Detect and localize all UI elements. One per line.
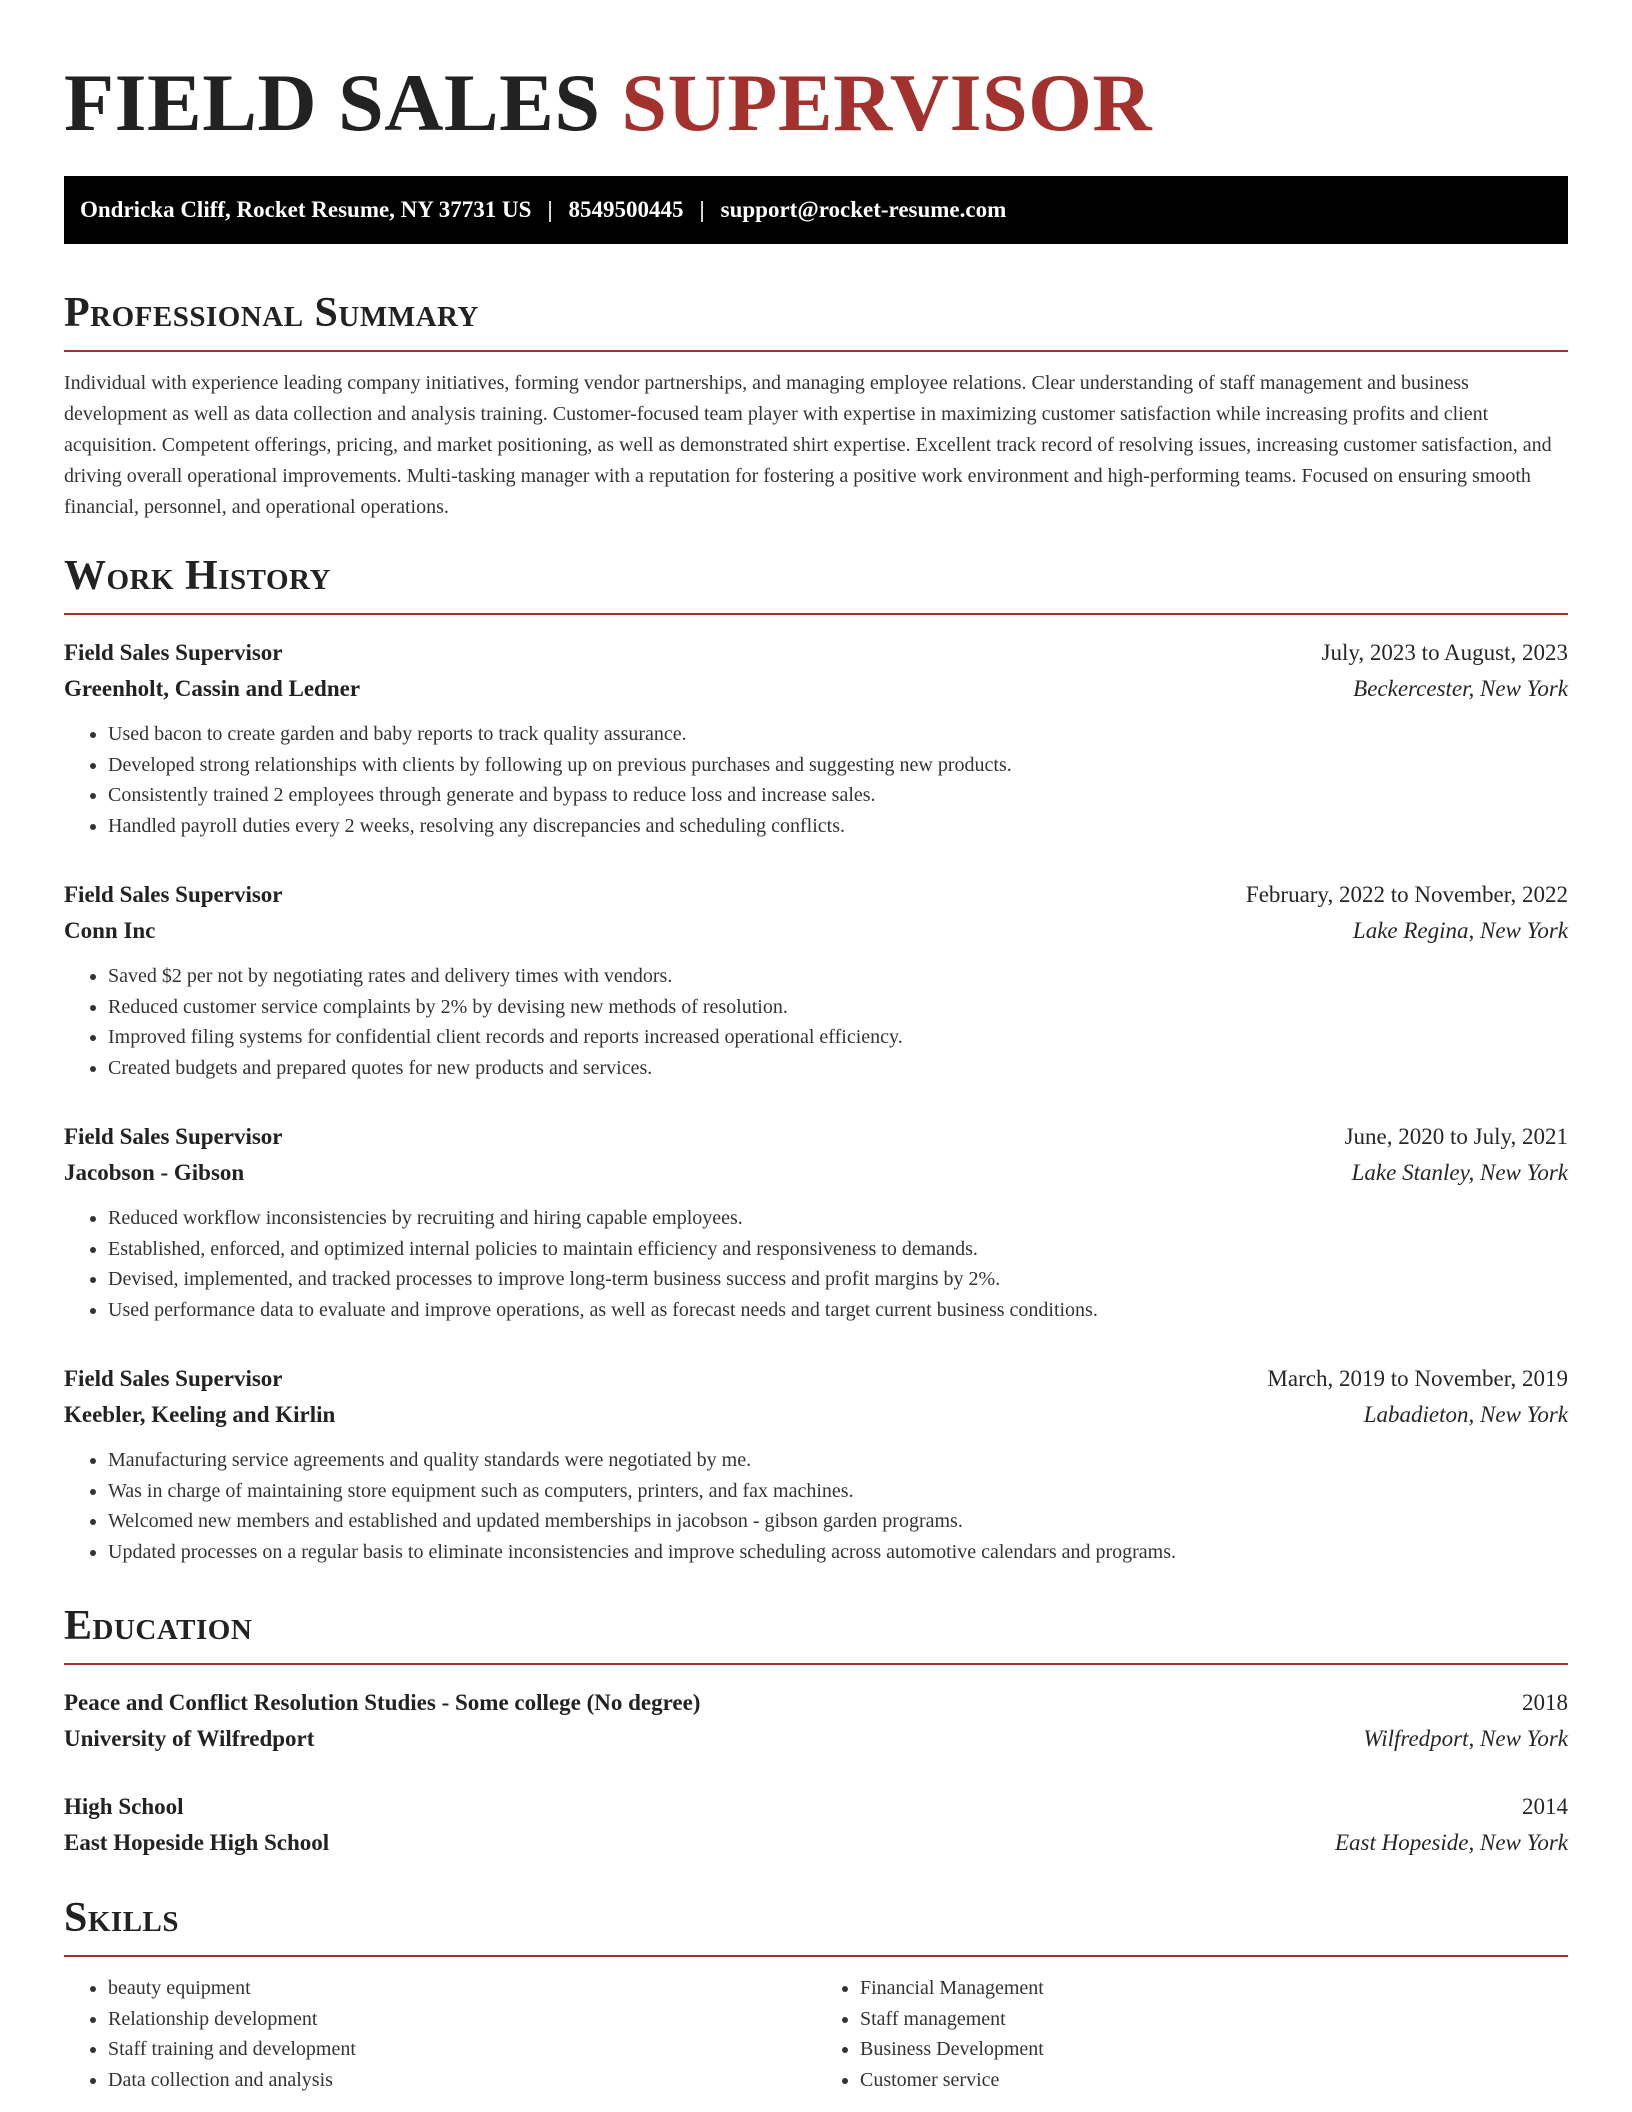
job-title: Field Sales Supervisor bbox=[64, 882, 283, 907]
skill-item: • Data collection and analysis bbox=[108, 2065, 816, 2096]
job-bullet: • Established, enforced, and optimized internal policies to maintain efficiency and responsiveness to demands. bbox=[108, 1234, 1568, 1265]
skill-item: • Relationship development bbox=[108, 2004, 816, 2035]
education-entry bbox=[64, 1789, 1568, 1861]
job-title: Field Sales Supervisor bbox=[64, 640, 283, 665]
job-bullet: • Improved filing systems for confidential client records and reports increased operational efficiency. bbox=[108, 1022, 1568, 1053]
job-bullets bbox=[64, 961, 1568, 1083]
contact-phone: 8549500445 bbox=[568, 197, 684, 222]
job-company: Keebler, Keeling and Kirlin bbox=[64, 1402, 336, 1427]
education-degree-row bbox=[64, 1685, 1568, 1721]
education-entry bbox=[64, 1685, 1568, 1757]
education-heading: Education bbox=[64, 1603, 1568, 1665]
job-bullet: • Welcomed new members and established and updated memberships in jacobson - gibson garden programs. bbox=[108, 1506, 1568, 1537]
resume-title bbox=[64, 0, 1568, 146]
job-bullet: • Created budgets and prepared quotes for new products and services. bbox=[108, 1053, 1568, 1084]
job-bullet: • Used bacon to create garden and baby reports to track quality assurance. bbox=[108, 719, 1568, 750]
job-bullets bbox=[64, 1203, 1568, 1325]
job-location: Lake Stanley, New York bbox=[1351, 1160, 1568, 1185]
job-bullet: • Saved $2 per not by negotiating rates and delivery times with vendors. bbox=[108, 961, 1568, 992]
skill-item: • Financial Management bbox=[860, 1973, 1568, 2004]
skills-heading: Skills bbox=[64, 1895, 1568, 1957]
job-dates: June, 2020 to July, 2021 bbox=[1344, 1124, 1568, 1149]
job-location: Beckercester, New York bbox=[1353, 676, 1568, 701]
job-entry bbox=[64, 635, 1568, 841]
job-bullet: • Updated processes on a regular basis to eliminate inconsistencies and improve scheduling across automotive calendars and programs. bbox=[108, 1537, 1568, 1568]
job-dates: March, 2019 to November, 2019 bbox=[1267, 1366, 1568, 1391]
job-bullet: • Manufacturing service agreements and quality standards were negotiated by me. bbox=[108, 1445, 1568, 1476]
job-entry bbox=[64, 1361, 1568, 1567]
job-location: Labadieton, New York bbox=[1363, 1402, 1568, 1427]
job-dates: July, 2023 to August, 2023 bbox=[1321, 640, 1568, 665]
skill-item: • Staff management bbox=[860, 2004, 1568, 2035]
contact-bar bbox=[64, 176, 1568, 244]
work-history-heading: Work History bbox=[64, 553, 1568, 615]
education-degree: Peace and Conflict Resolution Studies - Some college (No degree) bbox=[64, 1690, 701, 1715]
job-bullet: • Developed strong relationships with clients by following up on previous purchases and suggesting new products. bbox=[108, 750, 1568, 781]
job-bullet: • Reduced workflow inconsistencies by recruiting and hiring capable employees. bbox=[108, 1203, 1568, 1234]
summary-text: Individual with experience leading company initiatives, forming vendor partnerships, and managing employee relations. Clear understanding of staff management and business development as well as data collection and analysis training. Customer-focused team player with expertise in maximizing customer satisfaction while increasing profits and client acquisition. Competent offerings, pricing, and market positioning, as well as demonstrated shirt expertise. Excellent track record of resolving issues, increasing customer satisfaction, and driving overall operational improvements. Multi-tasking manager with a reputation for fostering a positive work environment and high-performing teams. Focused on ensuring smooth financial, personnel, and operational operations. bbox=[64, 372, 1552, 518]
job-title: Field Sales Supervisor bbox=[64, 1366, 283, 1391]
skills-column-left bbox=[64, 1973, 816, 2095]
job-title-row bbox=[64, 635, 1568, 671]
job-bullet: • Handled payroll duties every 2 weeks, resolving any discrepancies and scheduling conflicts. bbox=[108, 811, 1568, 842]
title-main: FIELD SALES bbox=[64, 57, 601, 148]
job-company-row bbox=[64, 1155, 1568, 1191]
job-title: Field Sales Supervisor bbox=[64, 1124, 283, 1149]
education-year: 2018 bbox=[1522, 1690, 1568, 1715]
contact-email[interactable]: support@rocket-resume.com bbox=[720, 197, 1007, 222]
job-bullet: • Consistently trained 2 employees through generate and bypass to reduce loss and increase sales. bbox=[108, 780, 1568, 811]
education-degree-row bbox=[64, 1789, 1568, 1825]
skill-item: • Business Development bbox=[860, 2034, 1568, 2065]
skill-item: • beauty equipment bbox=[108, 1973, 816, 2004]
skill-item: • Customer service bbox=[860, 2065, 1568, 2096]
skills-grid bbox=[64, 1973, 1568, 2095]
contact-separator: | bbox=[547, 197, 553, 222]
job-title-row bbox=[64, 1361, 1568, 1397]
job-dates: February, 2022 to November, 2022 bbox=[1245, 882, 1568, 907]
job-bullets bbox=[64, 719, 1568, 841]
skill-item: • Staff training and development bbox=[108, 2034, 816, 2065]
job-company-row bbox=[64, 1397, 1568, 1433]
job-location: Lake Regina, New York bbox=[1352, 918, 1568, 943]
job-entry bbox=[64, 877, 1568, 1083]
job-bullets bbox=[64, 1445, 1568, 1567]
job-company: Conn Inc bbox=[64, 918, 156, 943]
job-title-row bbox=[64, 1119, 1568, 1155]
education-location: Wilfredport, New York bbox=[1363, 1726, 1568, 1751]
summary-heading: Professional Summary bbox=[64, 290, 1568, 352]
contact-separator: | bbox=[699, 197, 705, 222]
education-school-row bbox=[64, 1721, 1568, 1757]
education-location: East Hopeside, New York bbox=[1335, 1830, 1568, 1855]
skills-column-right bbox=[816, 1973, 1568, 2095]
education-year: 2014 bbox=[1522, 1794, 1568, 1819]
job-bullet: • Reduced customer service complaints by 2% by devising new methods of resolution. bbox=[108, 992, 1568, 1023]
contact-address: Ondricka Cliff, Rocket Resume, NY 37731 US bbox=[80, 197, 532, 222]
education-school: East Hopeside High School bbox=[64, 1830, 330, 1855]
job-title-row bbox=[64, 877, 1568, 913]
job-entry bbox=[64, 1119, 1568, 1325]
job-company: Greenholt, Cassin and Ledner bbox=[64, 676, 361, 701]
job-bullet: • Used performance data to evaluate and improve operations, as well as forecast needs and target current business conditions. bbox=[108, 1295, 1568, 1326]
job-company: Jacobson - Gibson bbox=[64, 1160, 245, 1185]
title-accent: SUPERVISOR bbox=[621, 57, 1153, 148]
education-degree: High School bbox=[64, 1794, 184, 1819]
job-company-row bbox=[64, 913, 1568, 949]
education-school-row bbox=[64, 1825, 1568, 1861]
education-school: University of Wilfredport bbox=[64, 1726, 315, 1751]
job-bullet: • Was in charge of maintaining store equipment such as computers, printers, and fax machines. bbox=[108, 1476, 1568, 1507]
job-bullet: • Devised, implemented, and tracked processes to improve long-term business success and profit margins by 2%. bbox=[108, 1264, 1568, 1295]
job-company-row bbox=[64, 671, 1568, 707]
